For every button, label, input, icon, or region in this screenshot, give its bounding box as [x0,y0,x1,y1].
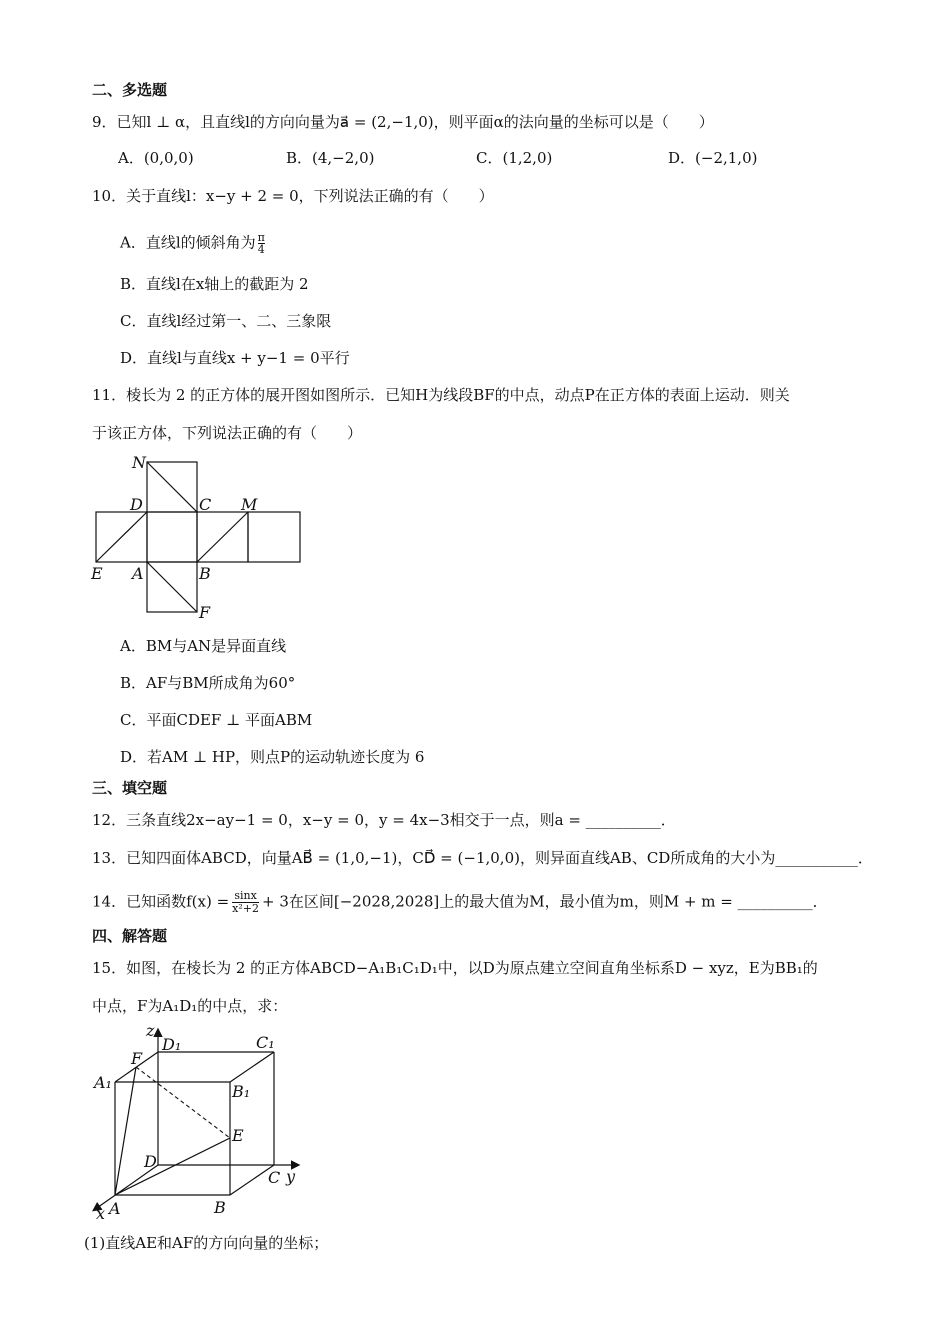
pi-over-4-fraction [258,232,265,255]
question-10-option-d: D．直线l与直线x + y−1 = 0平行 [120,349,350,367]
segment-ae [115,1138,230,1195]
section-heading-fill-in: 三、填空题 [92,779,168,797]
cube-coordinate-diagram [86,1018,308,1222]
cube-net-diagram [86,450,308,622]
net-label-a: A [132,564,144,583]
net-face-center [147,512,197,562]
question-11-option-b: B．AF与BM所成角为60° [120,674,296,692]
question-15-part-1: (1)直线AE和AF的方向向量的坐标； [84,1234,329,1252]
coord-label-b1: B₁ [232,1082,251,1101]
question-9-option-d: D．(−2,1,0) [668,149,758,167]
net-label-b: B [199,564,211,583]
question-9-option-a: A．(0,0,0) [118,149,194,167]
question-11-stem-line1: 11．棱长为 2 的正方体的展开图如图所示．已知H为线段BF的中点，动点P在正方体的表面上运动．则关 [92,386,790,404]
coord-label-a: A [109,1199,121,1218]
question-9-option-b: B．(4,−2,0) [286,149,375,167]
question-11-option-d: D．若AM ⊥ HP，则点P的运动轨迹长度为 6 [120,748,425,766]
fraction-denominator: 4 [257,243,265,256]
coord-label-y: y [286,1167,296,1186]
diagonal-bm [197,512,248,562]
section-heading-solve: 四、解答题 [92,927,168,945]
question-10-option-a-text: A．直线l的倾斜角为 [120,233,256,252]
question-15-stem-line1: 15．如图，在棱长为 2 的正方体ABCD−A₁B₁C₁D₁中，以D为原点建立空间直角坐标系D − xyz，E为BB₁的 [92,959,818,977]
coord-label-c1: C₁ [256,1033,275,1052]
question-9-option-c: C．(1,2,0) [476,149,553,167]
net-label-d: D [130,495,143,514]
coord-label-d: D [144,1152,157,1171]
fraction-numerator: π [257,231,265,244]
question-12: 12．三条直线2x−ay−1 = 0，x−y = 0，y = 4x−3相交于一点，则a = __________． [92,811,676,829]
coord-label-e: E [232,1126,244,1145]
question-10-option-c: C．直线l经过第一、二、三象限 [120,312,332,330]
segment-af [115,1067,136,1195]
question-11-stem-line2: 于该正方体，下列说法正确的有（ ） [92,424,363,442]
question-9-stem: 9．已知l ⊥ α，且直线l的方向向量为a⃗ = (2,−1,0)，则平面α的法向量的坐标可以是（ ） [92,113,714,131]
question-10-stem: 10．关于直线l：x−y + 2 = 0，下列说法正确的有（ ） [92,187,494,205]
coord-label-c: C [268,1168,281,1187]
diagonal-af [147,562,197,612]
coord-label-a1: A₁ [94,1073,112,1092]
sinx-fraction [232,890,259,915]
net-label-c: C [199,495,212,514]
segment-fe-dashed [136,1067,230,1138]
edge-b1c1 [230,1052,274,1082]
question-11-option-a: A．BM与AN是异面直线 [120,637,287,655]
fraction-numerator: sinx [232,890,259,903]
net-label-n: N [132,453,146,472]
net-face-far-right [248,512,300,562]
question-14-post: + 3在区间[−2028,2028]上的最大值为M，最小值为m，则M + m = __________． [261,892,828,911]
coord-label-b: B [214,1198,226,1217]
fraction-denominator: x²+2 [232,902,259,915]
diagonal-nc [147,462,197,512]
coord-label-f: F [131,1049,143,1068]
coord-label-z: z [146,1021,155,1040]
coord-label-d1: D₁ [162,1035,182,1054]
section-heading-multiple-choice: 二、多选题 [92,81,168,99]
question-11-option-c: C．平面CDEF ⊥ 平面ABM [120,711,313,729]
net-label-m: M [241,495,258,514]
question-15-stem-line2: 中点，F为A₁D₁的中点，求： [92,997,288,1015]
question-10-option-a [120,232,265,255]
diagonal-ed [96,512,147,562]
question-10-option-b: B．直线l在x轴上的截距为 2 [120,275,309,293]
question-14 [92,890,828,915]
net-label-f: F [199,603,211,622]
net-label-e: E [91,564,103,583]
question-13: 13．已知四面体ABCD，向量AB⃗ = (1,0,−1)，CD⃗ = (−1,0,0)，则异面直线AB、CD所成角的大小为___________． [92,849,873,867]
question-14-pre: 14．已知函数f(x) = [92,892,230,911]
coord-label-x: x [96,1204,106,1222]
